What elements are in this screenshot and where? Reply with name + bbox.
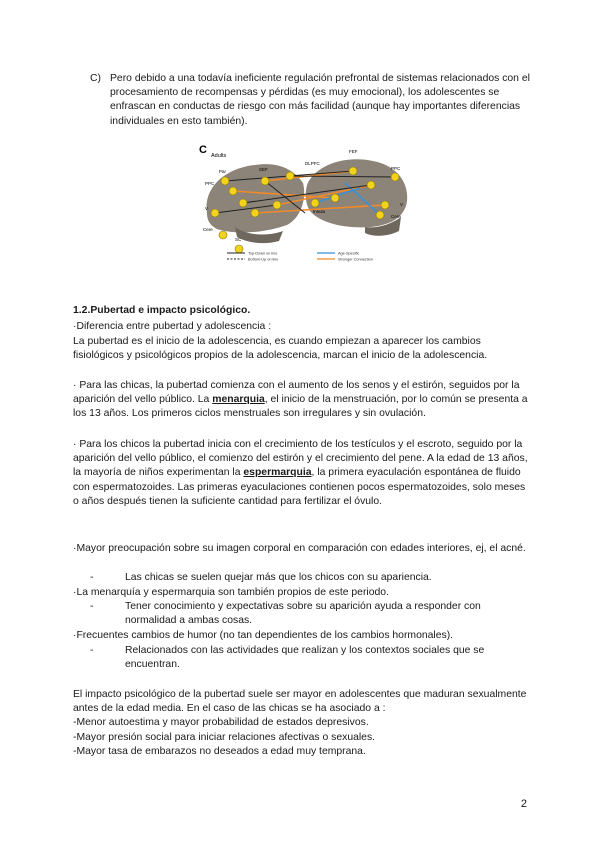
paragraph-chicas: · Para las chicas, la pubertad comienza con el aumento de los senos y el estirón, seguidos por la aparición del vello público. La menarquia, el inicio de la menstruación, por lo común se presenta a los 13 años. Los primeros ciclos menstruales son irregulares y sin ovulación. [73,380,528,420]
svg-text:Top-Down on line: Top-Down on line [248,251,278,256]
panel-label: C [199,144,207,156]
region-label: Par [219,169,227,174]
figure-legend [227,252,373,262]
region-label: Insula [313,209,326,214]
panel-subtitle: Adults [211,153,227,159]
paragraph: El impacto psicológico de la pubertad suele ser mayor en adolescentes que maduran sexualmente antes de la edad media. En el caso de las chicas se ha asociado a : [73,689,527,715]
region-label: DLPFC [305,161,320,166]
brain-diagram [195,143,420,273]
region-label: V [205,206,209,211]
region-label: FEF [349,149,358,154]
paragraph-chicos: · Para los chicos la pubertad inicia con el crecimiento de los testículos y el escroto, seguido por la aparición del vello público, el comienzo del estirón y el crecimiento del pene. A la edad de 13 años, la mayoría de niños experimentan la espermarquia, la primera eyaculación espontánea de fluido con espermatozoides. Las primeras eyaculaciones contienen pocos espermatozoides, solo meses o años después tienen la suficiente cantidad para fertilizar el óvulo. [73,439,528,507]
list-line: -Mayor tasa de embarazos no deseados a edad muy temprana. [73,746,366,757]
svg-text:Age-Specific: Age-Specific [338,251,360,256]
paragraph: ·Frecuentes cambios de humor (no tan dependientes de los cambios hormonales). [73,630,454,641]
paragraph: La pubertad es el inicio de la adolescencia, es cuando empiezan a aparecer los cambios fisiológicos y psicológicos propios de la adolescencia, marcan el inicio de la adolescencia. [73,336,488,362]
paragraph: ·La menarquía y espermarquia son también propios de este periodo. [73,587,389,598]
paragraph: ·Diferencia entre pubertad y adolescencia : [73,321,272,332]
region-label: PPC [205,181,215,186]
svg-text:Bottom-Up on line: Bottom-Up on line [248,257,279,262]
paragraph: ·Mayor preocupación sobre su imagen corporal en comparación con edades interiores, ej, el acné. [73,543,526,554]
page-number: 2 [520,798,527,810]
term-espermarquia: espermarquia [243,467,312,479]
list-text: Pero debido a una todavía ineficiente regulación prefrontal de sistemas relacionados con el procesamiento de recompensas y pérdidas (es muy emocional), los adolescentes se enfrascan en conductas de riesgo con más facilidad (aunque hay importantes diferencias individuales en esto también). [110,73,530,127]
list-line: -Mayor presión social para iniciar relaciones afectivas o sexuales. [73,732,376,743]
brain-connectivity-figure [195,143,420,273]
svg-text:Stronger Connection: Stronger Connection [338,257,373,262]
region-label: V [400,202,404,207]
region-label: SC [235,237,242,242]
term-menarquia: menarquia [212,394,265,406]
region-label: PPC [391,166,401,171]
list-line: -Menor autoestima y mayor probabilidad de estados depresivos. [73,717,369,728]
region-label: Cere [391,214,401,219]
region-label: Cere [203,227,213,232]
list-label: C) [90,73,101,84]
region-label: SEF [259,167,268,172]
section-title: 1.2.Pubertad e impacto psicológico. [73,305,251,316]
